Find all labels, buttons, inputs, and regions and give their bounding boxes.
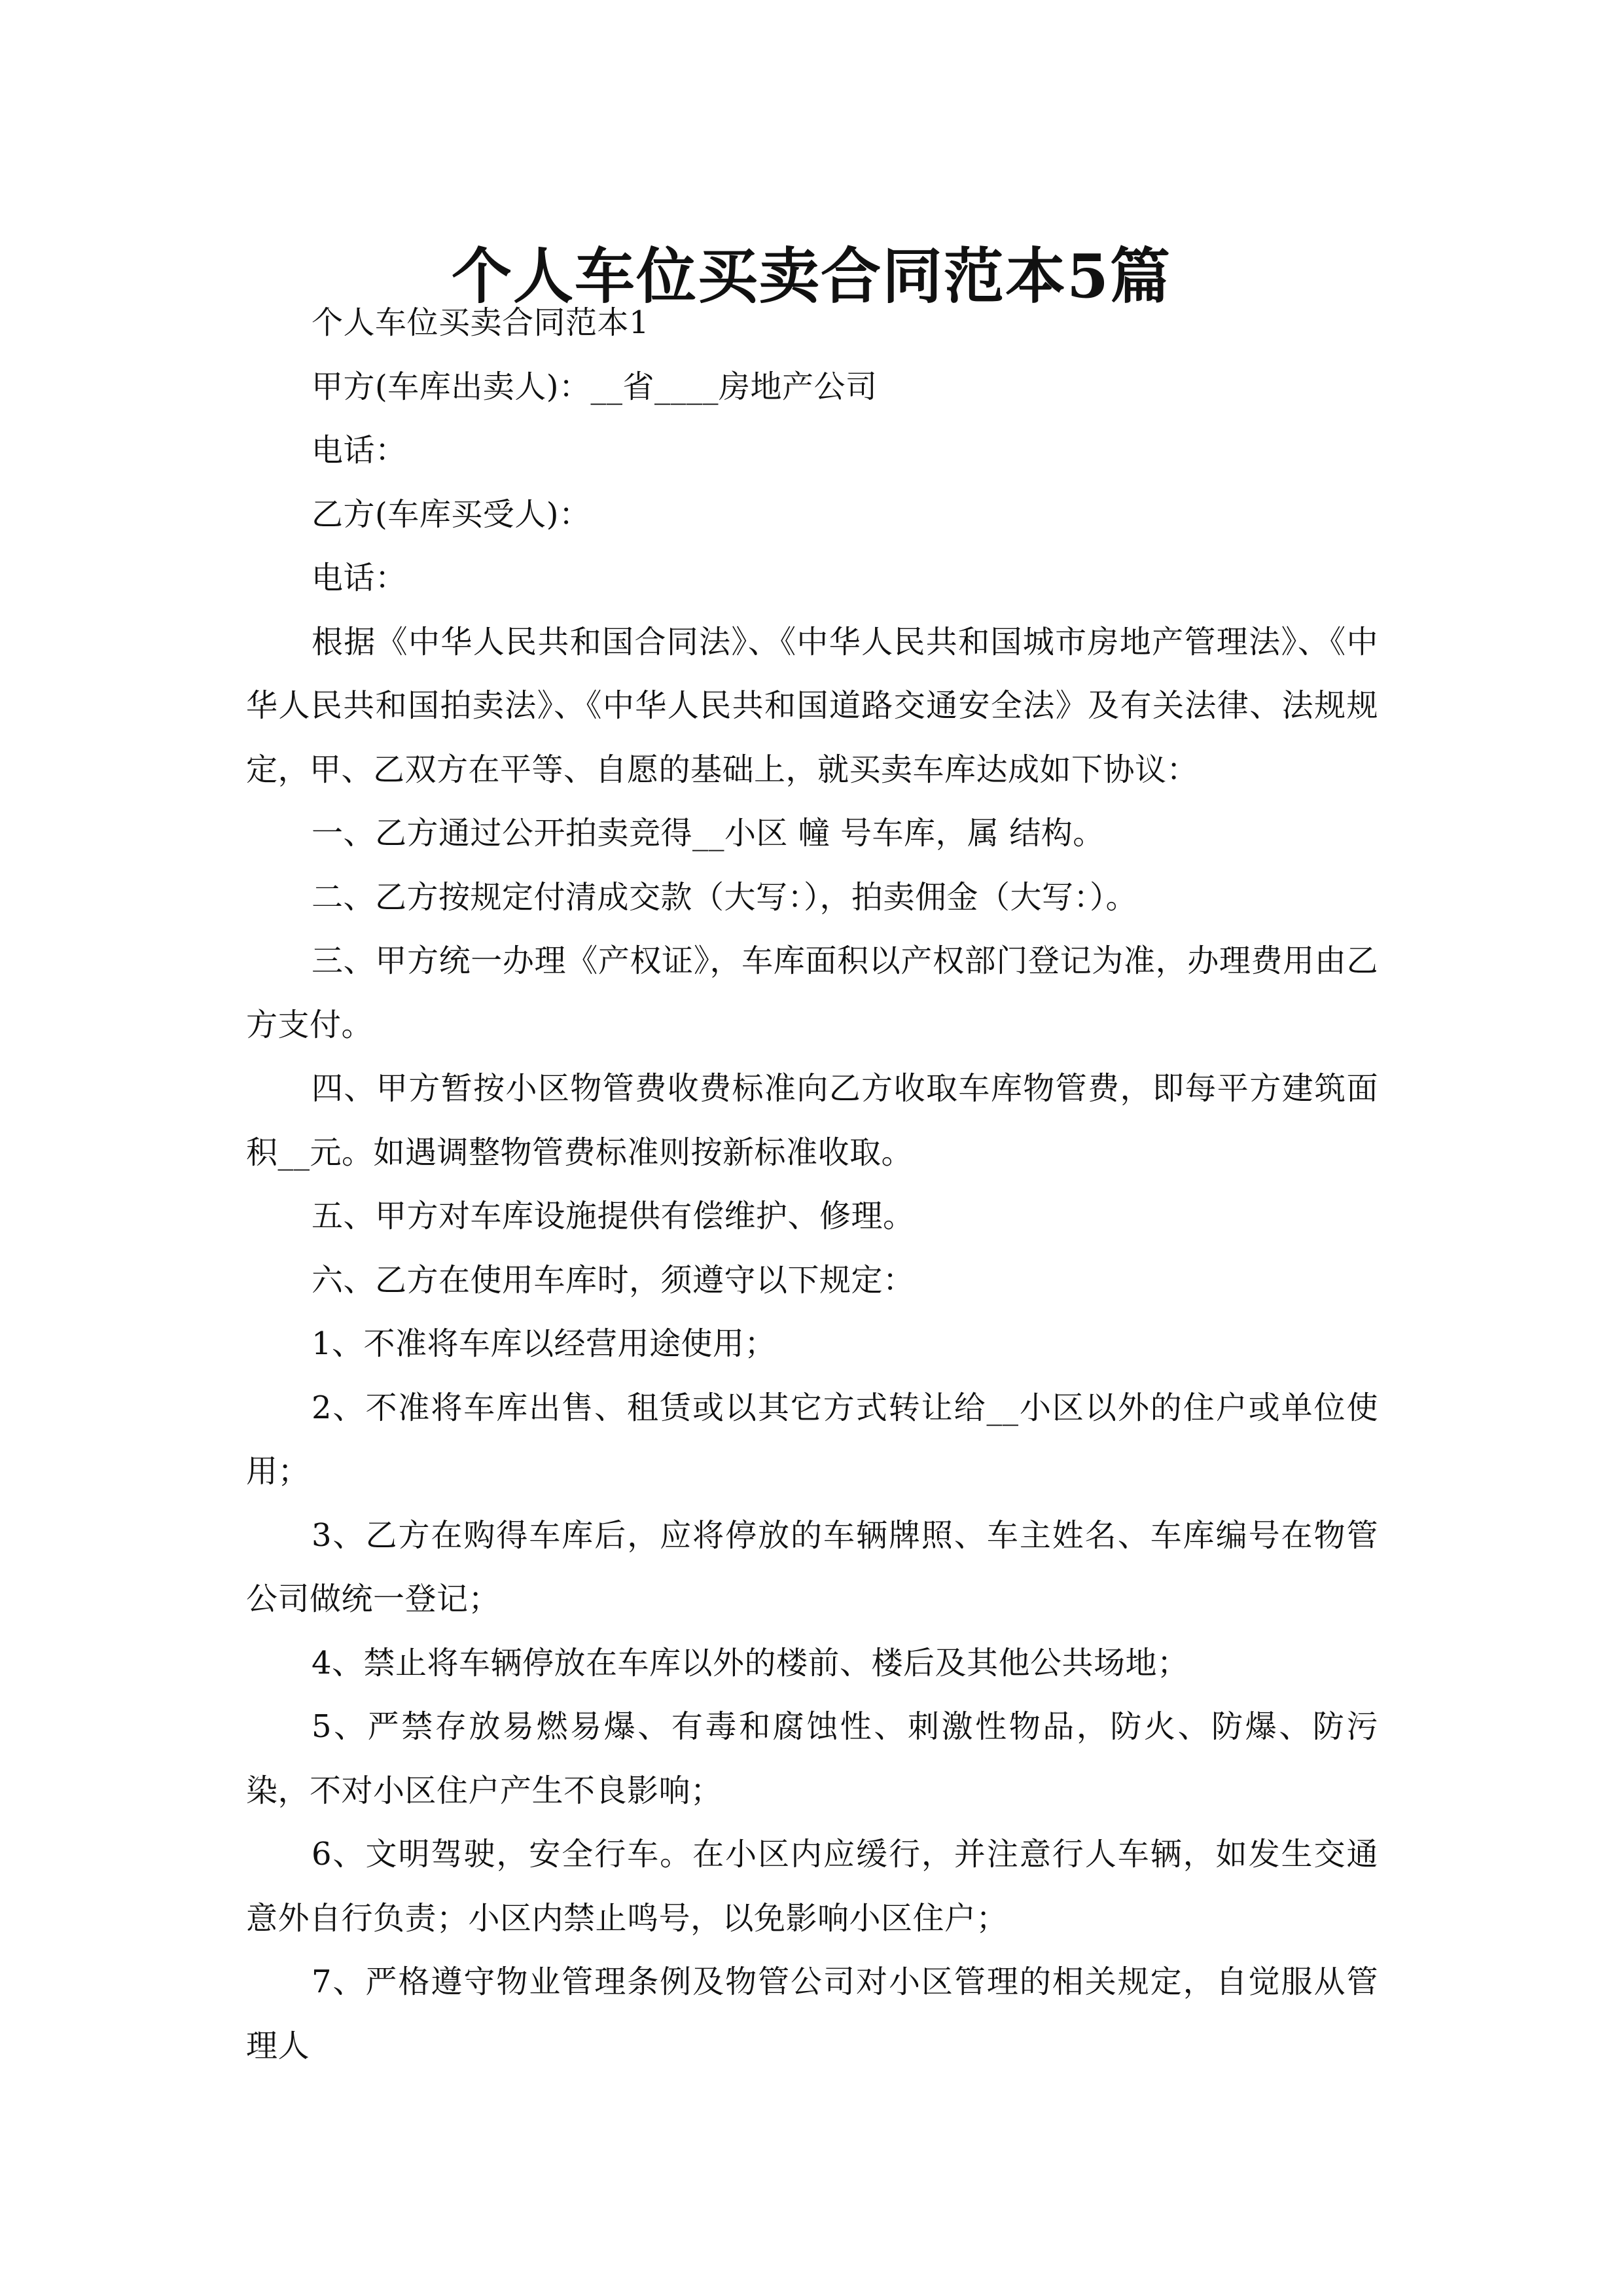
rule-2: 2、不准将车库出售、租赁或以其它方式转让给__小区以外的住户或单位使用； [246, 1389, 1378, 1490]
party-a-line: 甲方(车库出卖人)：__省____房地产公司 [312, 368, 878, 405]
rule-6: 6、文明驾驶，安全行车。在小区内应缓行，并注意行人车辆，如发生交通意外自行负责；小区内禁止鸣号，以免影响小区住户； [246, 1836, 1378, 1937]
clause-4: 四、甲方暂按小区物管费收费标准向乙方收取车库物管费，即每平方建筑面积__元。如遇调整物管费标准则按新标准收取。 [246, 1070, 1378, 1171]
clause-6: 六、乙方在使用车库时，须遵守以下规定： [312, 1261, 915, 1299]
rule-4: 4、禁止将车辆停放在车库以外的楼前、楼后及其他公共场地； [312, 1644, 1189, 1681]
document-body [246, 291, 1378, 2078]
rule-7: 7、严格遵守物业管理条例及物管公司对小区管理的相关规定，自觉服从管理人 [246, 1964, 1378, 2064]
preamble-paragraph: 根据《中华人民共和国合同法》、《中华人民共和国城市房地产管理法》、《中华人民共和国拍卖法》、《中华人民共和国道路交通安全法》及有关法律、法规规定，甲、乙双方在平等、自愿的基础上，就买卖车库达成如下协议： [246, 623, 1378, 788]
party-b-phone: 电话： [312, 560, 407, 596]
clause-1: 一、乙方通过公开拍卖竞得__小区 幢 号车库，属 结构。 [312, 815, 1105, 852]
party-a-phone: 电话： [312, 432, 407, 469]
rule-5: 5、严禁存放易燃易爆、有毒和腐蚀性、刺激性物品，防火、防爆、防污染，不对小区住户产生不良影响； [246, 1708, 1378, 1809]
clause-2: 二、乙方按规定付清成交款（大写：），拍卖佣金（大写：）。 [312, 878, 1138, 916]
rule-3: 3、乙方在购得车库后，应将停放的车辆牌照、车主姓名、车库编号在物管公司做统一登记； [246, 1516, 1378, 1617]
party-b-line: 乙方(车库买受人)： [312, 495, 591, 533]
clause-5: 五、甲方对车库设施提供有偿维护、修理。 [312, 1198, 915, 1234]
section-heading: 个人车位买卖合同范本1 [312, 304, 650, 341]
clause-3: 三、甲方统一办理《产权证》，车库面积以产权部门登记为准，办理费用由乙方支付。 [246, 942, 1378, 1043]
rule-1: 1、不准将车库以经营用途使用； [312, 1325, 777, 1362]
document-title: 个人车位买卖合同范本5篇 [451, 240, 1171, 312]
